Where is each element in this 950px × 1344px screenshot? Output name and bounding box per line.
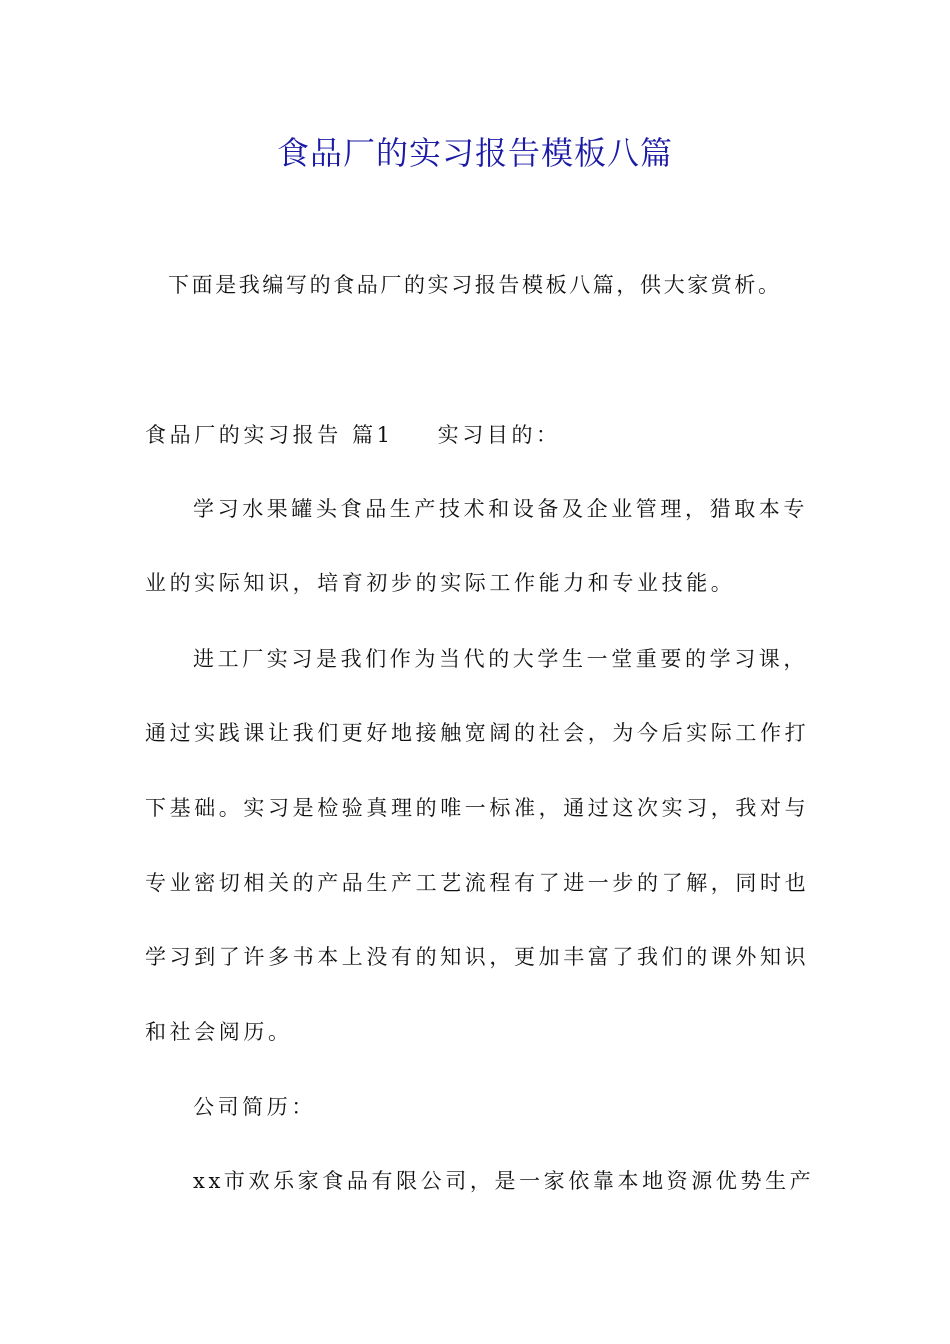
intro-paragraph: 下面是我编写的食品厂的实习报告模板八篇，供大家赏析。: [168, 273, 782, 297]
body-line-3: 进工厂实习是我们作为当代的大学生一堂重要的学习课，: [193, 647, 808, 671]
body-line-6: 专业密切相关的产品生产工艺流程有了进一步的了解，同时也: [145, 871, 810, 895]
section-heading-line: [145, 415, 810, 455]
body-line-1: 学习水果罐头食品生产技术和设备及企业管理，猎取本专: [193, 497, 808, 521]
body-line-8: 和社会阅历。: [145, 1020, 293, 1044]
body-line-2: 业的实际知识，培育初步的实际工作能力和专业技能。: [145, 571, 736, 595]
body-line-5: 下基础。实习是检验真理的唯一标准，通过这次实习，我对与: [145, 796, 810, 820]
company-profile-label: 公司简历：: [193, 1095, 316, 1119]
body-line-7: 学习到了许多书本上没有的知识，更加丰富了我们的课外知识: [145, 945, 810, 969]
body-line-4: 通过实践课让我们更好地接触宽阔的社会，为今后实际工作打: [145, 721, 810, 745]
document-title: 食品厂的实习报告模板八篇: [276, 134, 673, 172]
body-line-10: xx市欢乐家食品有限公司，是一家依靠本地资源优势生产: [193, 1169, 815, 1193]
section-heading: 食品厂的实习报告 篇1: [145, 423, 394, 447]
purpose-label: 实习目的：: [437, 423, 561, 447]
